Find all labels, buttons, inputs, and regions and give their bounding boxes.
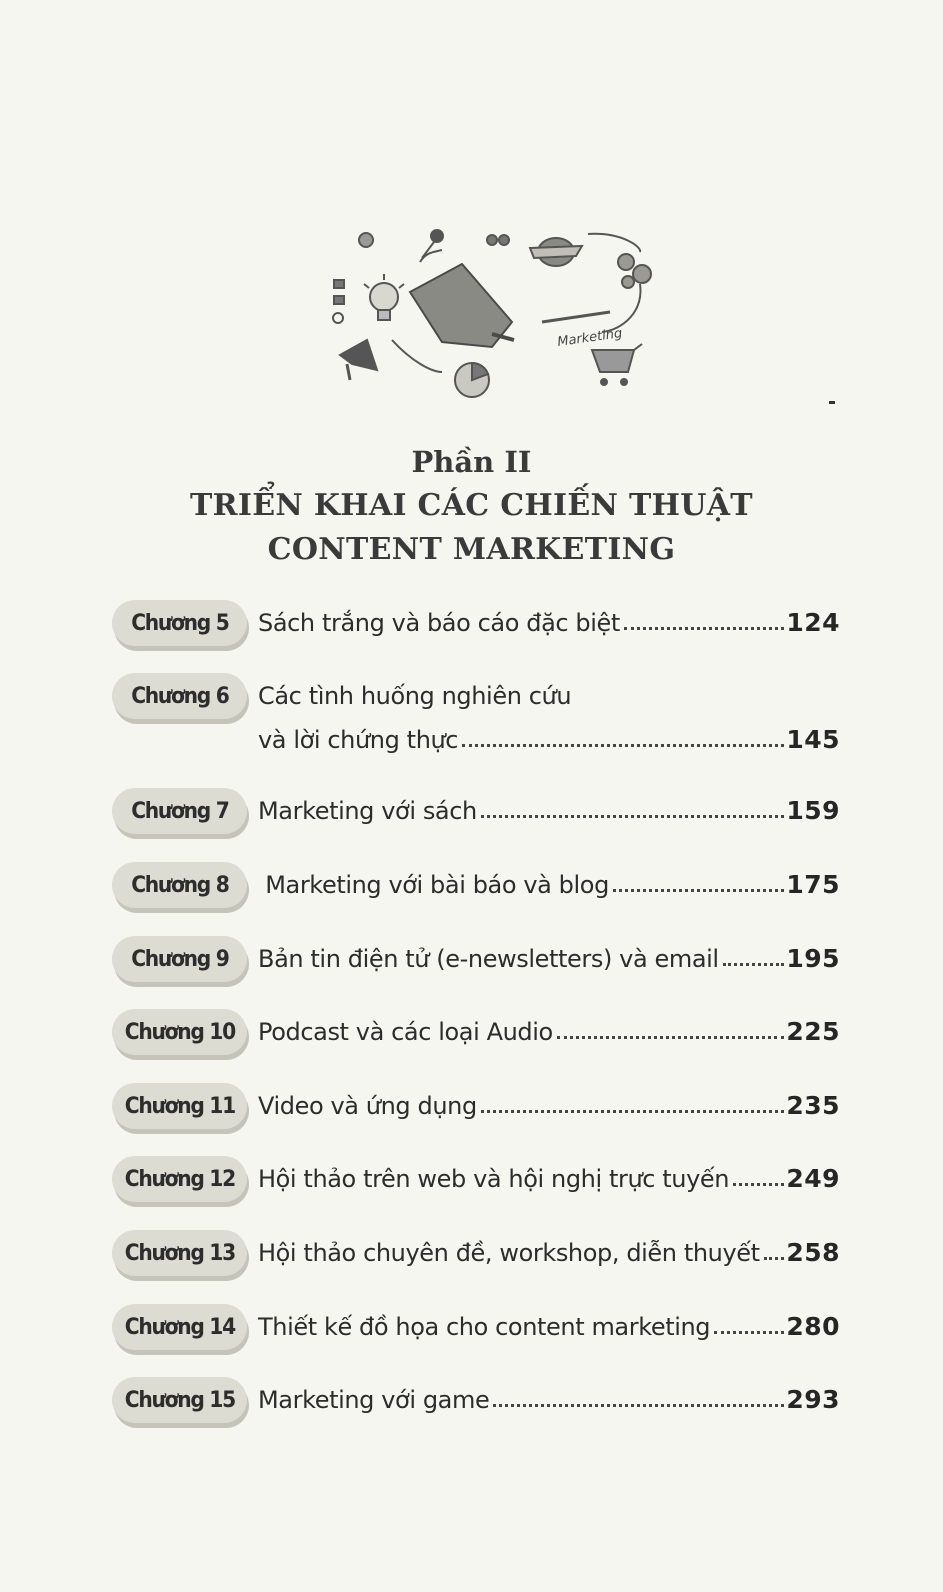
chapter-title: Sách trắng và báo cáo đặc biệt [258, 609, 620, 637]
toc-line [258, 1016, 840, 1048]
shopping-cart-icon [592, 344, 642, 385]
chapter-badge [112, 600, 247, 646]
ink-mark [829, 401, 835, 404]
chapter-label: Chương 14 [124, 1314, 235, 1340]
dot-leader [462, 744, 784, 747]
page-number: 195 [786, 944, 840, 973]
gear-icon [618, 254, 651, 288]
chapter-badge [112, 1009, 247, 1055]
chapter-label: Chương 13 [124, 1240, 235, 1266]
pin-icon [422, 230, 443, 258]
page-number: 235 [786, 1091, 840, 1120]
dot-leader [557, 1036, 784, 1039]
chapter-title: Các tình huống nghiên cứu [258, 682, 572, 710]
chapter-title-continued: và lời chứng thực [258, 726, 459, 754]
chapter-badge [112, 1156, 247, 1202]
chapter-label: Chương 7 [130, 798, 229, 824]
lightbulb-icon [364, 274, 404, 320]
toc-line [258, 1237, 840, 1269]
chapter-title: Video và ứng dụng [258, 1092, 477, 1120]
chapter-label: Chương 5 [130, 610, 229, 636]
chapter-badge [112, 1377, 247, 1423]
toc-line [258, 1163, 840, 1195]
chapter-title: Bản tin điện tử (e-newsletters) và email [258, 945, 719, 973]
marketing-illustration [322, 222, 662, 407]
chapter-label: Chương 12 [124, 1166, 235, 1192]
page-number: 124 [786, 608, 840, 637]
dot-leader [624, 627, 784, 630]
chapter-title: Marketing với bài báo và blog [258, 871, 609, 899]
toc-line [258, 943, 840, 975]
toc-line [258, 724, 840, 756]
small-megaphone-icon [340, 340, 377, 380]
dot-leader [481, 1110, 785, 1113]
page-number: 225 [786, 1017, 840, 1046]
page-number: 175 [786, 870, 840, 899]
dot-leader [613, 889, 784, 892]
chapter-title: Podcast và các loại Audio [258, 1018, 553, 1046]
chapter-badge [112, 1083, 247, 1129]
toc-line [258, 869, 840, 901]
chapter-label: Chương 15 [124, 1387, 235, 1413]
dot-leader [764, 1257, 785, 1260]
dot-leader [723, 963, 785, 966]
toc-line [258, 795, 840, 827]
page-number: 280 [786, 1312, 840, 1341]
chapter-title: Marketing với sách [258, 797, 477, 825]
page-number: 145 [786, 725, 840, 754]
chapter-badge [112, 862, 247, 908]
illustration-caption: Marketing [556, 326, 624, 350]
chapter-badge [112, 1304, 247, 1350]
chapter-label: Chương 6 [130, 683, 229, 709]
chapter-title: Marketing với game [258, 1386, 490, 1414]
chapter-badge [112, 673, 247, 719]
pie-chart-icon [455, 363, 489, 397]
part-title-line-1: TRIỂN KHAI CÁC CHIẾN THUẬT [190, 488, 753, 523]
megaphone-icon [410, 264, 514, 347]
dot-leader [481, 815, 784, 818]
part-number: Phần II [411, 445, 532, 479]
page-number: 159 [786, 796, 840, 825]
chapter-label: Chương 8 [130, 872, 229, 898]
dot-leader [733, 1183, 784, 1186]
chapter-badge [112, 936, 247, 982]
part-title-line-2: CONTENT MARKETING [267, 532, 676, 567]
page-number: 249 [786, 1164, 840, 1193]
chapter-badge [112, 1230, 247, 1276]
toc-line [258, 1384, 840, 1416]
chapter-label: Chương 11 [124, 1093, 235, 1119]
page-number: 293 [786, 1385, 840, 1414]
chapter-title: Thiết kế đồ họa cho content marketing [258, 1313, 711, 1341]
part-heading [0, 440, 943, 572]
page-number: 258 [786, 1238, 840, 1267]
chapter-label: Chương 10 [124, 1019, 235, 1045]
chapter-title: Hội thảo trên web và hội nghị trực tuyến [258, 1165, 730, 1193]
chapter-title: Hội thảo chuyên đề, workshop, diễn thuyết [258, 1239, 760, 1267]
dot-leader [493, 1404, 784, 1407]
chapter-label: Chương 9 [130, 946, 229, 972]
toc-line [258, 1090, 840, 1122]
toc-line [258, 607, 840, 639]
globe-icon [530, 238, 582, 266]
dot-leader [714, 1331, 784, 1334]
toc-line [258, 1311, 840, 1343]
chapter-badge [112, 788, 247, 834]
